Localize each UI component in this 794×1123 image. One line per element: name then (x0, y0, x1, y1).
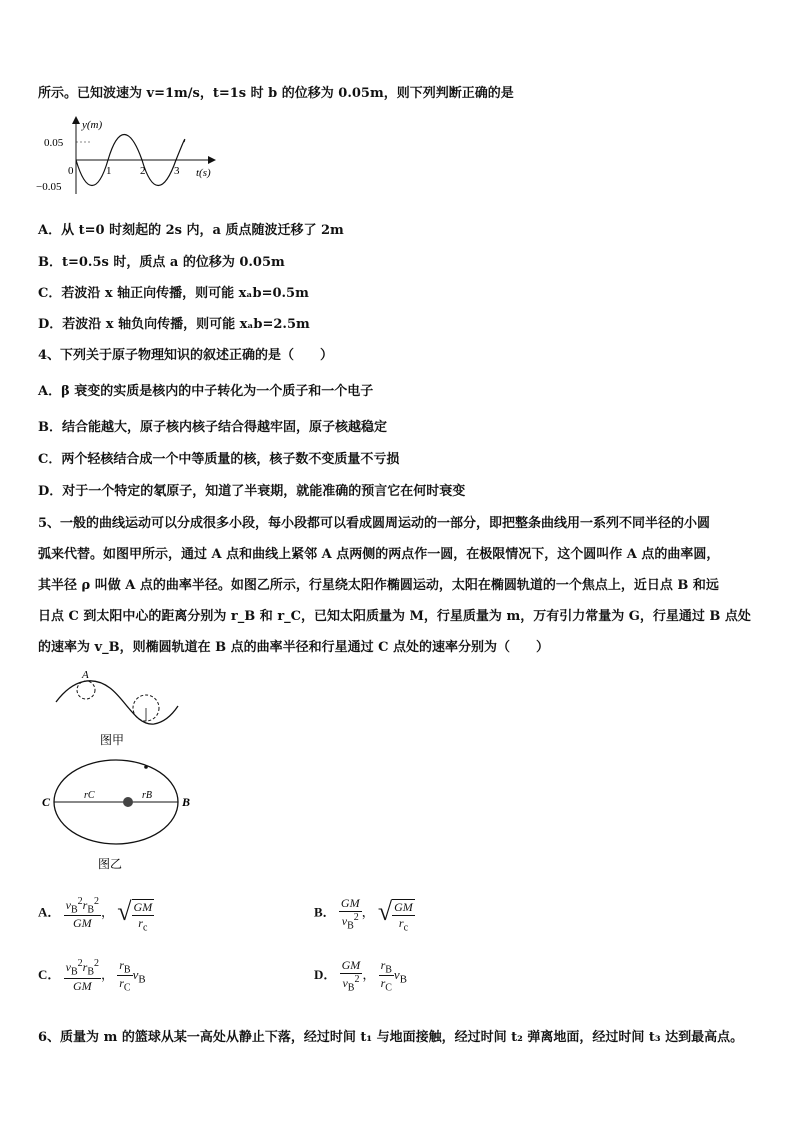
q4-option-d: D．对于一个特定的氡原子，知道了半衰期，就能准确的预言它在何时衰变 (38, 484, 466, 499)
q4-option-b: B．结合能越大，原子核内核子结合得越牢固，原子核越稳定 (38, 420, 387, 435)
q5-option-d: D． $\frac{GM}{v_B^2}$ ， $\frac{r_B}{r_C}$ $v_B$ (314, 958, 407, 994)
fig2-caption: 图乙 (98, 857, 123, 871)
q5-option-c: C． $\frac{v_B^2r_B^2}{GM}$ ， $\frac{r_B}{r_C}$ $v_B$ (38, 958, 146, 994)
x-tick-3: 3 (174, 165, 180, 177)
q5-option-a-label: A． (38, 904, 61, 920)
fraction: $\frac{r_B}{r_C}$ (119, 958, 131, 994)
x-axis-label: t(s) (196, 167, 211, 179)
q3-option-a: A．从 t=0 时刻起的 2s 内，a 质点随波迁移了 2m (38, 223, 344, 238)
fraction: $\frac{GM}{v_B^2}$ (340, 896, 360, 932)
q5-option-c-label: C． (38, 966, 61, 982)
figure-yi (38, 758, 198, 874)
q5-line-4: 日点 C 到太阳中心的距离分别为 r_B 和 r_C，已知太阳质量为 M，行星质量为 m，万有引力常量为 G，行星通过 B 点处 (38, 609, 751, 624)
fig2-label-rb: rB (142, 790, 152, 801)
q4-option-a: A．β 衰变的实质是核内的中子转化为一个质子和一个电子 (38, 384, 374, 399)
q5-line-1: 5、一般的曲线运动可以分成很多小段，每小段都可以看成圆周运动的一部分，即把整条曲线用一系列不同半径的小圆 (38, 516, 711, 531)
x-tick-2: 2 (140, 165, 146, 177)
y-axis-label: y(m) (82, 119, 103, 131)
figure-jia (54, 668, 184, 748)
fig2-label-b: B (182, 795, 191, 809)
fig1-point-label: A (82, 669, 89, 681)
q5-option-a: A． $\frac{v_B^2r_B^2}{GM}$ ， √ $\frac{GM}{r_c}$ (38, 896, 153, 934)
q4-stem: 4、下列关于原子物理知识的叙述正确的是（ ） (38, 348, 334, 363)
q5-line-5: 的速率为 v_B，则椭圆轨道在 B 点的曲率半径和行星通过 C 点处的速率分别为（ ） (38, 640, 550, 655)
q3-option-b: B．t=0.5s 时，质点 a 的位移为 0.05m (38, 255, 285, 270)
q5-option-b: B． $\frac{GM}{v_B^2}$ ， √ $\frac{GM}{r_c}$ (314, 896, 413, 934)
q4-option-c: C．两个轻核结合成一个中等质量的核，核子数不变质量不亏损 (38, 452, 400, 467)
y-tick-bottom: −0.05 (36, 181, 62, 193)
fraction: $\frac{r_B}{r_C}$ (380, 958, 392, 994)
q3-option-d: D．若波沿 x 轴负向传播，则可能 xₐb=2.5m (38, 317, 310, 332)
fraction: $\frac{GM}{v_B^2}$ (341, 958, 361, 994)
q6-stem: 6、质量为 m 的篮球从某一高处从静止下落，经过时间 t₁ 与地面接触，经过时间 t₂ 弹离地面，经过时间 t₃ 达到最高点。 (38, 1030, 744, 1045)
q5-line-3: 其半径 ρ 叫做 A 点的曲率半径。如图乙所示，行星绕太阳作椭圆运动，太阳在椭圆轨道的一个焦点上，近日点 B 和远 (38, 578, 719, 593)
fraction: $\frac{v_B^2r_B^2}{GM}$ (65, 958, 99, 993)
x-tick-0: 0 (68, 165, 74, 177)
fig1-caption: 图甲 (100, 733, 125, 747)
sqrt: √ $\frac{GM}{r_c}$ (117, 897, 153, 934)
y-tick-top: 0.05 (44, 137, 64, 149)
wave-graph (36, 116, 226, 196)
q5-option-d-label: D． (314, 966, 337, 982)
fig2-label-c: C (42, 795, 51, 809)
fraction: $\frac{v_B^2r_B^2}{GM}$ (65, 896, 99, 931)
q5-line-2: 弧来代替。如图甲所示，通过 A 点和曲线上紧邻 A 点两侧的两点作一圆，在极限情况下，这个圆叫作 A 点的曲率圆， (38, 547, 720, 562)
x-tick-1: 1 (106, 165, 112, 177)
q3-option-c: C．若波沿 x 轴正向传播，则可能 xₐb=0.5m (38, 286, 309, 301)
q3-intro: 所示。已知波速为 v=1m/s，t=1s 时 b 的位移为 0.05m，则下列判断正确的是 (38, 86, 514, 101)
q5-option-b-label: B． (314, 904, 336, 920)
sqrt: √ $\frac{GM}{r_c}$ (377, 897, 413, 934)
fig2-label-rc: rC (84, 790, 95, 801)
